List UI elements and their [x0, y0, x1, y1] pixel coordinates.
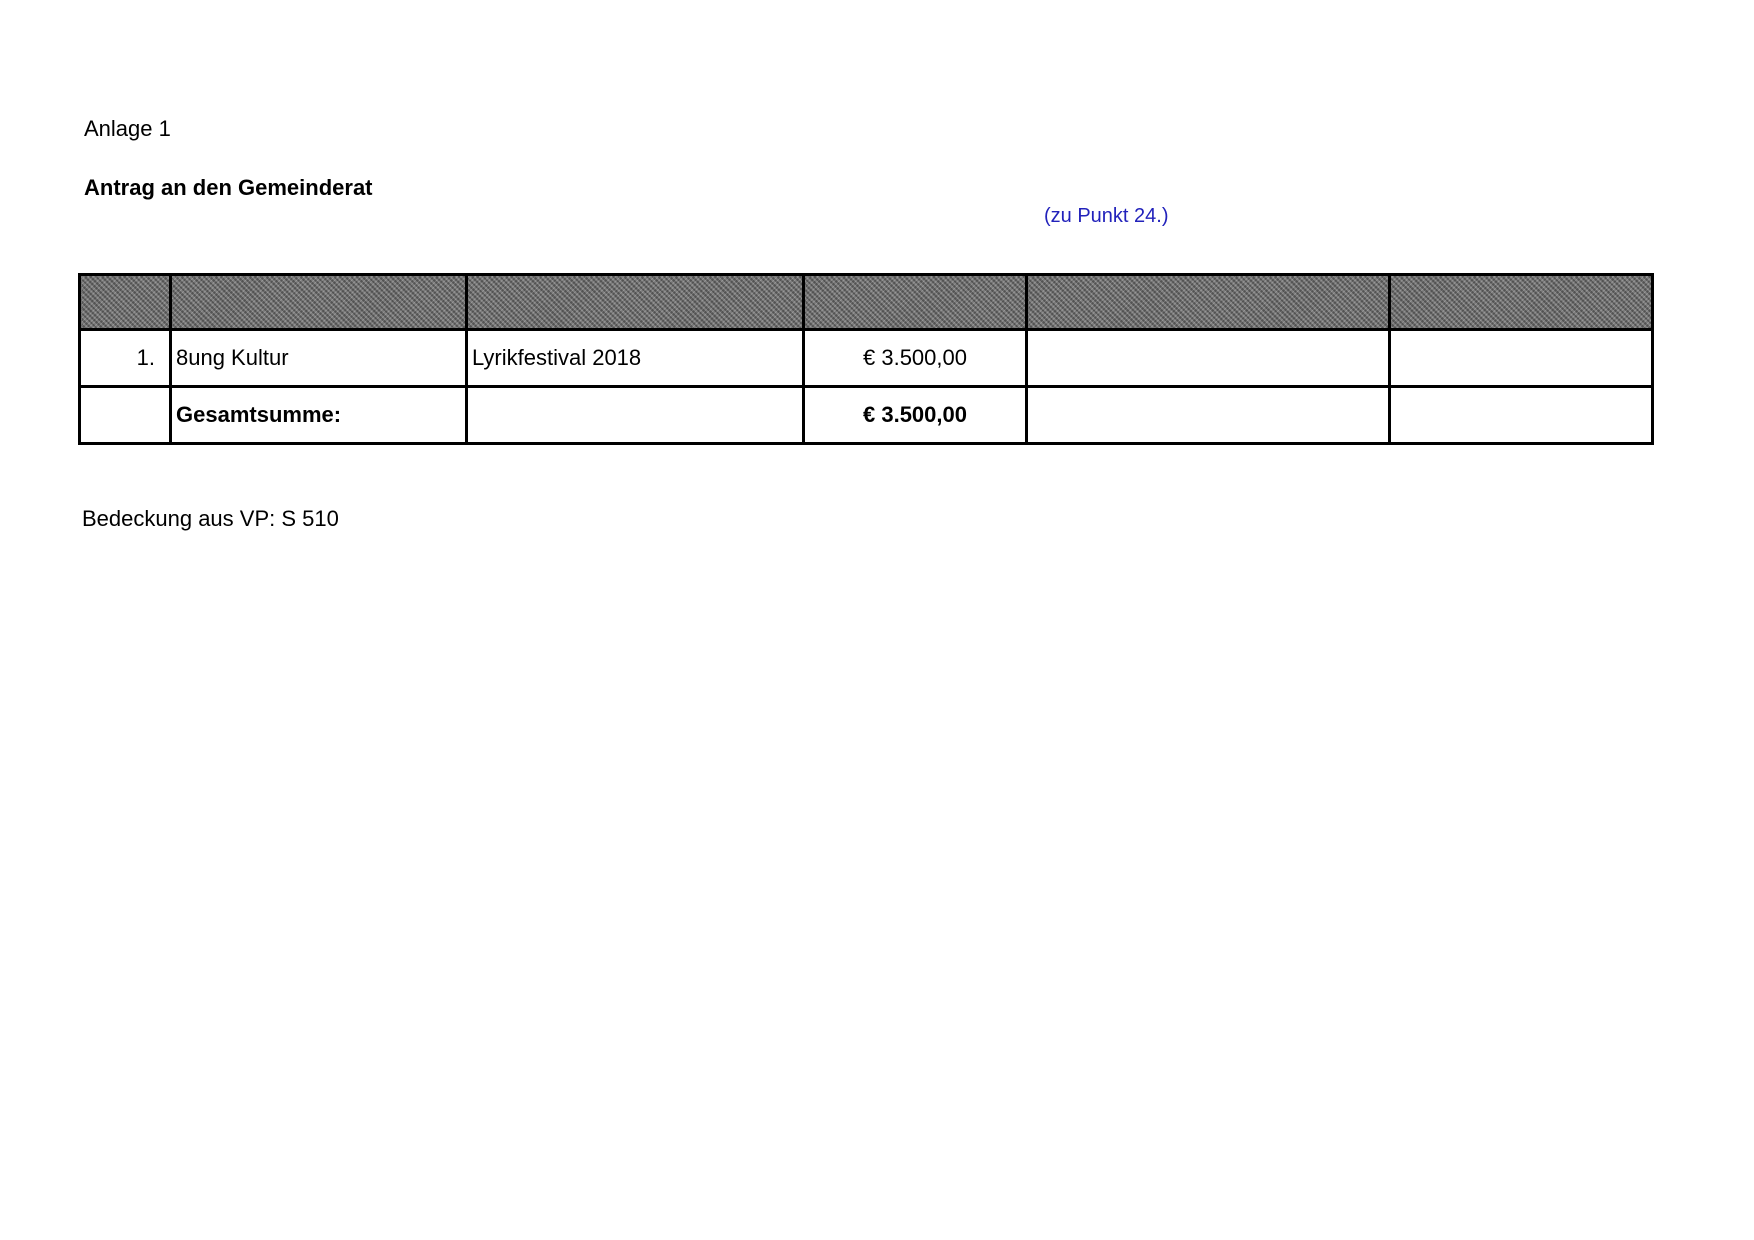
- total-col6: [1390, 387, 1653, 444]
- total-nr: [80, 387, 171, 444]
- row-applicant: 8ung Kultur: [171, 330, 467, 387]
- attachment-label: Anlage 1: [84, 116, 171, 141]
- grant-table: [78, 273, 1654, 445]
- table-row: [80, 330, 1653, 387]
- coverage-note: Bedeckung aus VP: S 510: [82, 506, 339, 531]
- header-cell-6: [1390, 275, 1653, 330]
- header-cell-amount: [804, 275, 1027, 330]
- agenda-reference: (zu Punkt 24.): [1044, 205, 1169, 227]
- row-col6: [1390, 330, 1653, 387]
- total-label: Gesamtsumme:: [171, 387, 467, 444]
- header-cell-purpose: [467, 275, 804, 330]
- document-title: Antrag an den Gemeinderat: [84, 175, 373, 200]
- row-col5: [1027, 330, 1390, 387]
- total-purpose: [467, 387, 804, 444]
- total-col5: [1027, 387, 1390, 444]
- header-cell-5: [1027, 275, 1390, 330]
- total-amount: € 3.500,00: [804, 387, 1027, 444]
- row-amount: € 3.500,00: [804, 330, 1027, 387]
- row-purpose: Lyrikfestival 2018: [467, 330, 804, 387]
- table-header-row: [80, 275, 1653, 330]
- header-cell-applicant: [171, 275, 467, 330]
- total-row: [80, 387, 1653, 444]
- header-cell-nr: [80, 275, 171, 330]
- row-nr: 1.: [80, 330, 171, 387]
